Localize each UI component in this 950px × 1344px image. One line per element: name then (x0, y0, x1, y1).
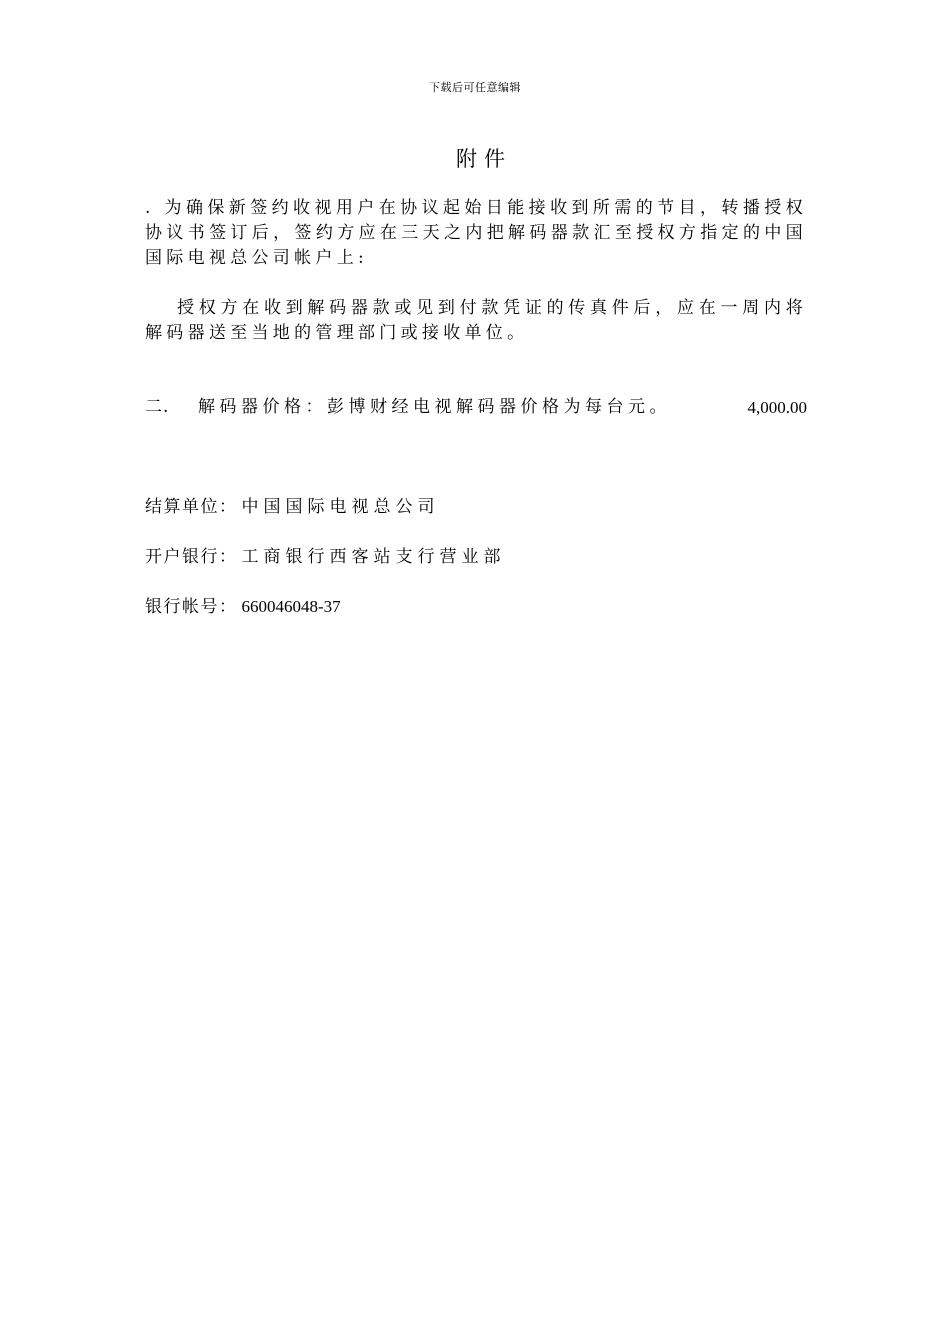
bank-label: 开户银行： (145, 547, 238, 567)
account-line (145, 594, 341, 620)
account-label: 银行帐号： (145, 597, 238, 617)
paragraph-payment-instructions: . 为确保新签约收视用户在协议起始日能接收到所需的节目，转播授权协议书签订后，签约方应在三天之内把解码器款汇至授权方指定的中国国际电视总公司帐户上: (145, 198, 807, 268)
settlement-unit-label: 结算单位： (145, 497, 238, 517)
price-item-text: 解码器价格：彭博财经电视解码器价格为每台元。 (198, 397, 671, 417)
price-item-number: 二. (145, 397, 170, 417)
bank-value: 工商银行西客站支行营业部 (241, 547, 506, 567)
download-note: 下载后可任意编辑 (429, 81, 521, 94)
paragraph-delivery-terms: 授权方在收到解码器款或见到付款凭证的传真件后，应在一周内将解码器送至当地的管理部门或接收单位。 (145, 298, 807, 343)
settlement-unit-line (145, 495, 440, 520)
decoder-price-item (145, 395, 807, 455)
price-amount: 4,000.00 (747, 398, 807, 417)
bank-line (145, 545, 506, 570)
account-value: 660046048-37 (241, 597, 341, 616)
settlement-unit-value: 中国国际电视总公司 (241, 497, 440, 517)
document-title: 附件 (456, 147, 512, 171)
